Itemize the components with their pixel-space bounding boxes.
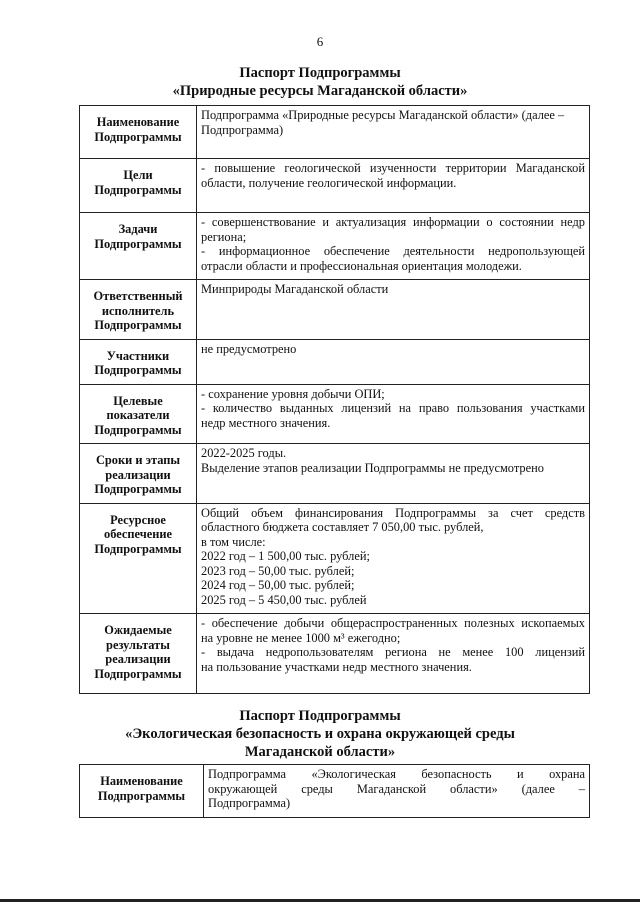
row-value-line: Минприроды Магаданской области: [201, 282, 389, 296]
passport1-title-line2: «Природные ресурсы Магаданской области»: [172, 83, 468, 99]
passport1-table: [79, 105, 590, 694]
passport1-title-line1: Паспорт Подпрограммы: [239, 65, 401, 81]
passport-row: [80, 106, 590, 159]
row-value-line: не предусмотрено: [201, 341, 297, 356]
row-value-line: - сохранение уровня добычи ОПИ;: [201, 386, 385, 401]
row-label-line: обеспечение: [104, 527, 172, 541]
row-value-line: Общий объем финансирования Подпрограммы за счет средств: [201, 505, 585, 520]
row-value-line: области, получение геологической информации.: [201, 175, 457, 190]
row-label: [80, 503, 197, 614]
row-value: [197, 106, 590, 159]
row-value-line: - совершенствование и актуализация информации о состоянии недр: [201, 215, 585, 229]
row-label: [80, 106, 197, 159]
row-value: [197, 503, 590, 614]
page-bottom-rule: [0, 899, 640, 902]
row-value-line: Подпрограмма «Природные ресурсы Магаданской области» (далее –: [201, 108, 565, 122]
row-value-line: Подпрограмма «Экологическая безопасность и охрана: [208, 767, 585, 781]
row-label-line: Подпрограммы: [94, 666, 182, 681]
row-value-line: 2022-2025 годы.: [201, 446, 287, 460]
row-label: [80, 280, 197, 340]
row-label-line: Подпрограммы: [94, 182, 182, 197]
row-label-line: Целевые: [113, 393, 163, 408]
row-label-line: результаты: [106, 637, 170, 652]
row-value-line: - количество выданных лицензий на право пользования участками: [201, 401, 585, 415]
row-label: [80, 444, 197, 504]
row-value-line: недр местного значения.: [201, 415, 331, 430]
passport-row: [80, 444, 590, 504]
row-label-line: исполнитель: [101, 303, 175, 318]
row-label: [80, 339, 197, 384]
passport2-title-line3: Магаданской области»: [244, 744, 396, 760]
row-value-line: - выдача недропользователям региона не менее 100 лицензий: [201, 645, 585, 659]
row-label-line: Подпрограммы: [94, 318, 182, 332]
row-value-line: - информационное обеспечение деятельности недропользующей: [201, 244, 585, 258]
row-label: [80, 384, 197, 444]
row-value: [197, 444, 590, 504]
row-value: [204, 765, 590, 818]
row-label-line: Наименование: [96, 115, 180, 129]
row-label-line: реализации: [105, 467, 171, 482]
row-label-line: Ожидаемые: [104, 623, 172, 637]
row-label-line: Участники: [106, 348, 170, 363]
passport-row: [80, 213, 590, 280]
row-value: [197, 384, 590, 444]
passport-row: [80, 614, 590, 694]
passport-row: [80, 159, 590, 213]
row-label-line: Подпрограммы: [94, 541, 182, 556]
passport1-title: [0, 64, 640, 100]
passport2-title-line2: «Экологическая безопасность и охрана окружающей среды: [125, 726, 515, 742]
passport-row: [80, 503, 590, 614]
row-label-line: Подпрограммы: [94, 236, 182, 251]
row-value-line: областного бюджета составляет 7 050,00 тыс. рублей,: [201, 520, 484, 534]
row-label-line: Наименование: [100, 774, 183, 788]
row-value-line: - повышение геологической изученности территории Магаданской: [201, 161, 585, 175]
row-value-line: 2024 год – 50,00 тыс. рублей;: [201, 578, 355, 592]
row-label: [80, 159, 197, 213]
row-value-line: - обеспечение добычи общераспространенных полезных ископаемых: [201, 616, 585, 630]
passport-row: [80, 384, 590, 444]
row-label: [80, 614, 197, 694]
row-label-line: Подпрограммы: [94, 482, 182, 496]
row-value-line: Подпрограмма): [208, 796, 291, 810]
row-value-line: отрасли области и профессиональная ориентация молодежи.: [201, 258, 522, 273]
row-value: [197, 280, 590, 340]
row-value: [197, 339, 590, 384]
row-value: [197, 159, 590, 213]
row-value-line: Выделение этапов реализации Подпрограммы не предусмотрено: [201, 460, 544, 475]
row-value-line: на пользование участками недр местного значения.: [201, 659, 472, 674]
passport-row: [80, 765, 590, 818]
row-value-line: региона;: [201, 229, 247, 244]
row-label-line: Подпрограммы: [94, 363, 182, 377]
row-value: [197, 213, 590, 280]
passport2-title: [0, 707, 640, 761]
passport-row: [80, 339, 590, 384]
row-label-line: Подпрограммы: [97, 788, 186, 803]
page-number: 6: [316, 34, 324, 49]
row-label-line: Подпрограммы: [94, 422, 182, 437]
row-label-line: Задачи: [118, 222, 158, 236]
row-value-line: 2022 год – 1 500,00 тыс. рублей;: [201, 549, 370, 563]
row-value-line: 2023 год – 50,00 тыс. рублей;: [201, 563, 355, 578]
row-value-line: Подпрограмма): [201, 122, 284, 137]
row-label-line: Сроки и этапы: [95, 453, 181, 467]
row-value-line: на уровне не менее 1000 м³ ежегодно;: [201, 630, 401, 645]
row-label-line: реализации: [105, 652, 171, 666]
row-label-line: Цели: [123, 168, 153, 182]
row-value-line: в том числе:: [201, 534, 266, 549]
passport2-table: [79, 764, 590, 818]
row-label: [80, 765, 204, 818]
row-label: [80, 213, 197, 280]
passport-row: [80, 280, 590, 340]
row-value-line: 2025 год – 5 450,00 тыс. рублей: [201, 592, 367, 607]
row-value: [197, 614, 590, 694]
row-value-line: окружающей среды Магаданской области» (далее –: [208, 781, 585, 796]
row-label-line: Подпрограммы: [94, 129, 182, 144]
passport2-title-line1: Паспорт Подпрограммы: [239, 708, 401, 724]
row-label-line: Ответственный: [93, 289, 183, 303]
row-label-line: показатели: [106, 408, 170, 422]
row-label-line: Ресурсное: [110, 512, 166, 527]
